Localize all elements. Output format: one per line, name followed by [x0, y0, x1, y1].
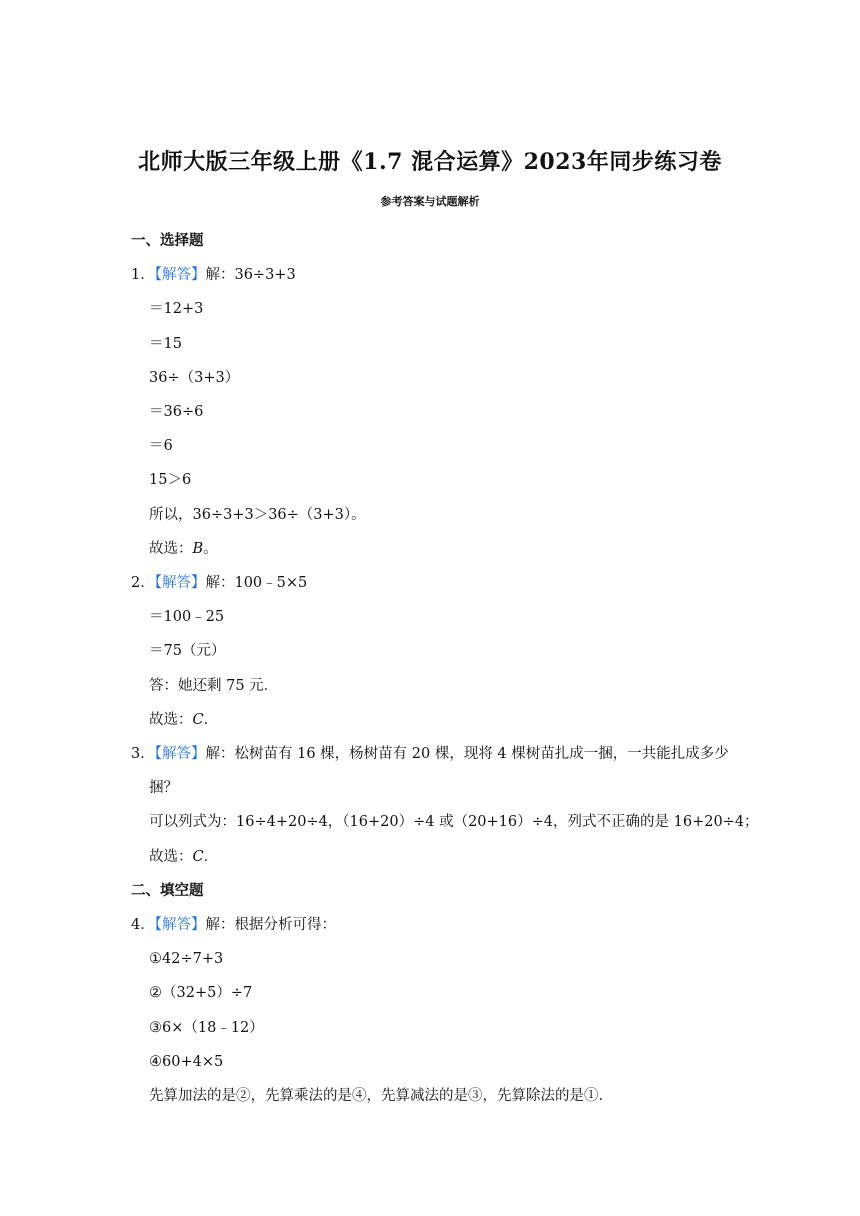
answer-line: ＝15 [149, 335, 182, 352]
answer-tag: 【解答】 [154, 917, 206, 934]
question-text: 解：36÷3+3 [205, 267, 296, 284]
answer-choice-line [131, 532, 751, 566]
question-number: 2． [131, 575, 155, 592]
answer-line: ＝36÷6 [149, 404, 204, 421]
answer-line: 捆？ [149, 780, 178, 797]
question-number: 3． [131, 746, 155, 763]
answer-line: ＝100﹣25 [149, 609, 225, 626]
question-number: 1． [131, 267, 155, 284]
answer-choice-line [131, 840, 751, 874]
answer-line: 可以列式为：16÷4+20÷4，（16+20）÷4 或（20+16）÷4，列式不正确的是 16+20÷4； [149, 814, 759, 831]
choice-letter: C [192, 711, 204, 728]
choice-letter: B [192, 540, 204, 557]
answer-line: ＝6 [149, 438, 173, 455]
question-text: 解：根据分析可得： [205, 917, 336, 934]
answer-tag: 【解答】 [154, 746, 206, 763]
answer-choice-line [131, 703, 751, 737]
section-heading-choice: 一、选择题 [131, 232, 204, 249]
answer-line: 所以，36÷3+3＞36÷（3+3）。 [149, 506, 366, 523]
question-number: 4． [131, 917, 155, 934]
document-title: 北师大版三年级上册《1.7 混合运算》2023年同步练习卷 [138, 149, 722, 175]
answer-line: 36÷（3+3） [149, 369, 240, 386]
answer-line: 15＞6 [149, 472, 192, 489]
question-3-header [131, 737, 751, 771]
question-2-header [131, 566, 751, 600]
answer-line: ①42÷7+3 [149, 951, 224, 968]
answer-line: ＝75（元） [149, 643, 226, 660]
question-text: 解：100﹣5×5 [205, 575, 308, 592]
answer-line: 答：她还剩 75 元． [149, 677, 279, 694]
question-text: 解：松树苗有 16 棵，杨树苗有 20 棵，现将 4 棵树苗扎成一捆，一共能扎成多少 [205, 746, 729, 763]
choice-end: 。 [203, 540, 218, 557]
question-1-header [131, 258, 751, 292]
choice-prefix: 故选： [149, 540, 193, 557]
document-subtitle: 参考答案与试题解析 [380, 195, 480, 208]
question-4-header [131, 908, 751, 942]
answer-content [131, 224, 759, 1113]
choice-prefix: 故选： [149, 711, 193, 728]
choice-prefix: 故选： [149, 848, 193, 865]
answer-tag: 【解答】 [154, 575, 206, 592]
choice-end: ． [203, 848, 219, 865]
answer-line: ＝12+3 [149, 301, 204, 318]
answer-line: 先算加法的是②，先算乘法的是④，先算减法的是③，先算除法的是①． [149, 1088, 613, 1105]
answer-line: ④60+4×5 [149, 1053, 224, 1070]
choice-end: ． [203, 711, 219, 728]
choice-letter: C [192, 848, 204, 865]
answer-line: ②（32+5）÷7 [149, 985, 253, 1002]
answer-tag: 【解答】 [154, 267, 206, 284]
section-heading-fill: 二、填空题 [131, 881, 204, 899]
answer-line: ③6×（18﹣12） [149, 1019, 264, 1036]
